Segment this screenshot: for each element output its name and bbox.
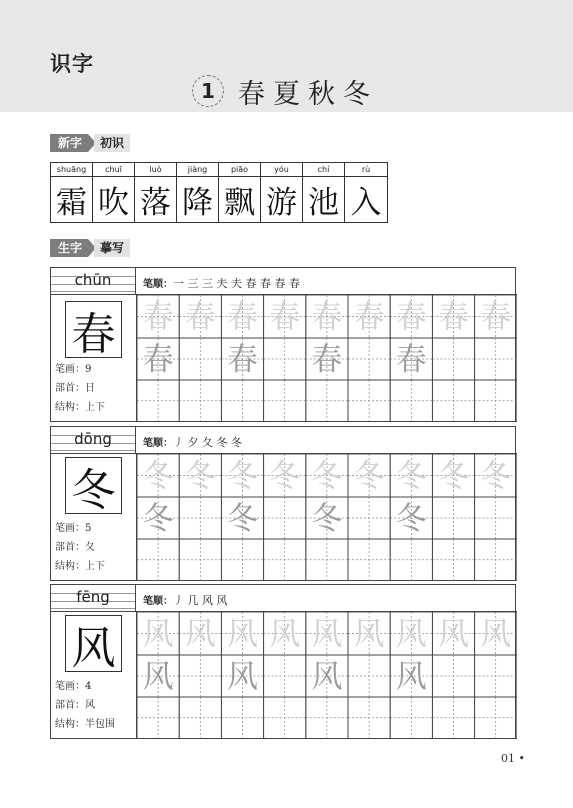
practice-cell[interactable] [306,295,348,338]
trace-char: 风 [353,616,385,653]
stroke-order-label: 笔顺： [143,596,173,607]
practice-cell[interactable] [306,539,348,581]
practice-cell[interactable] [432,697,474,739]
stroke-order-sequence: 丿 夕 夂 冬 冬 [173,436,242,449]
new-char: 入 [350,185,382,221]
practice-cell[interactable] [264,295,306,338]
practice-cell[interactable] [348,497,390,539]
new-char-cell [135,163,177,222]
practice-cell[interactable] [137,338,179,380]
tag-sub: 摹写 [94,239,130,257]
new-char: 霜 [56,185,87,221]
pinyin-box [51,585,136,612]
practice-cell[interactable] [432,454,474,497]
practice-cell[interactable] [390,454,432,497]
trace-char: 冬 [184,458,216,495]
practice-cell[interactable] [306,697,348,739]
trace-char: 春 [395,342,427,378]
trace-char: 春 [311,342,343,378]
trace-char: 风 [227,616,258,653]
practice-cell[interactable] [221,539,263,581]
new-char-pinyin: chí [303,163,344,177]
practice-cell[interactable] [348,338,390,380]
trace-char: 风 [311,659,343,695]
practice-cell[interactable] [264,497,306,539]
radical-label: 部首： [55,383,85,394]
radical-label: 部首： [55,700,85,711]
trace-char: 春 [227,299,258,336]
stroke-order [143,592,228,608]
practice-cell[interactable] [264,612,306,655]
practice-cell[interactable] [475,697,517,739]
practice-cell[interactable] [137,655,179,697]
char-practice-block [50,267,516,422]
practice-cell[interactable] [390,655,432,697]
trace-char: 冬 [311,458,343,495]
new-char-pinyin: jiàng [177,163,218,177]
new-char-cell [345,163,387,222]
trace-char: 冬 [142,458,174,495]
practice-cell[interactable] [306,454,348,497]
practice-cell[interactable] [264,454,306,497]
practice-cell[interactable] [348,295,390,338]
structure-label: 结构： [55,561,85,572]
practice-cell[interactable] [348,655,390,697]
structure: 半包围 [85,719,115,730]
practice-cell[interactable] [390,497,432,539]
practice-cell[interactable] [221,295,263,338]
trace-char: 春 [353,299,385,336]
new-char-cell [51,163,93,222]
practice-cell[interactable] [432,612,474,655]
trace-char: 春 [227,342,258,378]
radical: 日 [85,383,95,394]
strokes-label: 笔画： [55,364,85,375]
trace-char: 冬 [480,458,512,495]
practice-cell[interactable] [475,612,517,655]
practice-cell[interactable] [264,655,306,697]
model-char-box: 冬 [65,457,122,514]
practice-cell[interactable] [179,539,221,581]
practice-cell[interactable] [221,655,263,697]
practice-cell[interactable] [137,295,179,338]
practice-cell[interactable] [264,539,306,581]
page-number: 01 • [501,752,525,765]
pinyin-box [51,427,136,454]
practice-cell[interactable] [475,655,517,697]
practice-cell[interactable] [179,497,221,539]
trace-char: 春 [142,299,174,336]
tag-main: 生字 [50,239,88,257]
new-char-cell [177,163,219,222]
practice-cell[interactable] [390,539,432,581]
practice-cell[interactable] [221,454,263,497]
new-char: 吹 [98,185,129,221]
practice-cell[interactable] [137,539,179,581]
practice-cell[interactable] [179,454,221,497]
new-char-pinyin: shuāng [51,163,92,177]
practice-cell[interactable] [179,655,221,697]
trace-char: 风 [480,616,512,653]
stroke-order-label: 笔顺： [143,438,173,449]
practice-cell[interactable] [390,380,432,422]
new-char-pinyin: yóu [261,163,302,177]
stroke-order [143,434,242,450]
trace-char: 风 [395,616,427,653]
trace-char: 冬 [269,458,301,495]
trace-char: 冬 [227,501,258,537]
new-char-pinyin: chuī [93,163,134,177]
practice-cell[interactable] [432,338,474,380]
practice-cell[interactable] [179,697,221,739]
trace-char: 风 [142,616,174,653]
block-header [51,427,517,454]
practice-cell[interactable] [390,338,432,380]
practice-cell[interactable] [348,539,390,581]
practice-cell[interactable] [264,380,306,422]
block-header [51,585,517,612]
practice-cell[interactable] [348,612,390,655]
structure: 上下 [85,402,105,413]
practice-cell[interactable] [475,338,517,380]
lesson-heading [192,72,378,110]
trace-char: 春 [480,299,512,336]
new-char-pinyin: luò [135,163,176,177]
practice-cell[interactable] [348,454,390,497]
stroke-order [143,275,300,291]
trace-char: 冬 [395,501,427,537]
practice-cell[interactable] [475,497,517,539]
stroke-count: 4 [85,681,92,692]
practice-cell[interactable] [137,454,179,497]
pinyin-box [51,268,136,295]
practice-cell[interactable] [432,380,474,422]
new-char: 落 [140,185,171,221]
practice-cell[interactable] [306,380,348,422]
practice-cell[interactable] [390,697,432,739]
radical: 夂 [85,542,95,553]
practice-cell[interactable] [348,697,390,739]
practice-cell[interactable] [475,295,517,338]
practice-cell[interactable] [221,697,263,739]
trace-char: 春 [395,299,427,336]
practice-grid[interactable] [136,612,517,739]
trace-char: 春 [142,342,174,378]
trace-char: 春 [269,299,301,336]
practice-cell[interactable] [221,380,263,422]
practice-cell[interactable] [221,338,263,380]
practice-cell[interactable] [179,338,221,380]
trace-char: 风 [269,616,301,653]
char-pinyin: dōng [74,430,112,448]
practice-cell[interactable] [348,380,390,422]
practice-cell[interactable] [137,697,179,739]
structure: 上下 [85,561,105,572]
practice-cell[interactable] [432,539,474,581]
practice-cell[interactable] [390,612,432,655]
radical-label: 部首： [55,542,85,553]
char-practice-block [50,584,516,739]
model-char-box: 春 [65,301,122,358]
practice-cell[interactable] [306,655,348,697]
stroke-order-sequence: 丿 几 风 风 [173,594,228,607]
new-chars-table [50,162,388,223]
practice-cell[interactable] [137,612,179,655]
practice-cell[interactable] [179,295,221,338]
strokes-label: 笔画： [55,523,85,534]
practice-cell[interactable] [137,497,179,539]
practice-cell[interactable] [179,380,221,422]
new-char-pinyin: piāo [219,163,260,177]
new-char-cell [219,163,261,222]
strokes-label: 笔画： [55,681,85,692]
new-char: 降 [182,185,213,221]
char-pinyin: chūn [74,271,112,289]
practice-cell[interactable] [475,380,517,422]
writing-tag [50,239,130,257]
trace-char: 冬 [395,458,427,495]
practice-cell[interactable] [306,497,348,539]
stroke-order-label: 笔顺： [143,279,173,290]
practice-cell[interactable] [390,295,432,338]
trace-char: 春 [184,299,216,336]
new-char-cell [303,163,345,222]
practice-cell[interactable] [137,380,179,422]
new-char: 游 [266,185,297,221]
new-chars-tag [50,134,130,152]
new-char: 池 [308,185,339,221]
practice-cell[interactable] [306,612,348,655]
new-char-pinyin: rù [345,163,387,177]
practice-cell[interactable] [221,497,263,539]
trace-char: 风 [438,616,469,653]
trace-char: 冬 [227,458,258,495]
char-info [55,519,105,576]
char-info [55,677,115,734]
practice-grid[interactable] [136,295,517,422]
block-header [51,268,517,295]
practice-grid[interactable] [136,454,517,581]
tag-main: 新字 [50,134,88,152]
structure-label: 结构： [55,719,85,730]
stroke-count: 5 [85,523,92,534]
trace-char: 冬 [438,458,469,495]
practice-cell[interactable] [475,454,517,497]
trace-char: 风 [311,616,343,653]
stroke-order-sequence: 一 三 三 夫 夫 春 春 春 春 [173,277,300,290]
trace-char: 冬 [142,501,174,537]
structure-label: 结构： [55,402,85,413]
char-practice-block [50,426,516,581]
practice-cell[interactable] [475,539,517,581]
practice-cell[interactable] [306,338,348,380]
practice-cell[interactable] [179,612,221,655]
radical: 风 [85,700,95,711]
tag-sub: 初识 [94,134,130,152]
trace-char: 冬 [353,458,385,495]
new-char: 飘 [224,185,255,221]
practice-cell[interactable] [432,655,474,697]
practice-cell[interactable] [264,697,306,739]
char-pinyin: fēng [76,588,110,606]
new-char-cell [261,163,303,222]
practice-cell[interactable] [432,295,474,338]
trace-char: 春 [438,299,469,336]
trace-char: 春 [311,299,343,336]
new-char-cell [93,163,135,222]
char-info [55,360,105,417]
trace-char: 风 [395,659,427,695]
lesson-number: 1 [192,75,224,107]
stroke-count: 9 [85,364,92,375]
trace-char: 风 [142,659,174,695]
section-title: 识字 [50,52,94,76]
practice-cell[interactable] [264,338,306,380]
trace-char: 冬 [311,501,343,537]
model-char-box: 风 [65,615,122,672]
lesson-title: 春夏秋冬 [238,78,378,110]
trace-char: 风 [184,616,216,653]
practice-cell[interactable] [221,612,263,655]
trace-char: 风 [227,659,258,695]
practice-cell[interactable] [432,497,474,539]
